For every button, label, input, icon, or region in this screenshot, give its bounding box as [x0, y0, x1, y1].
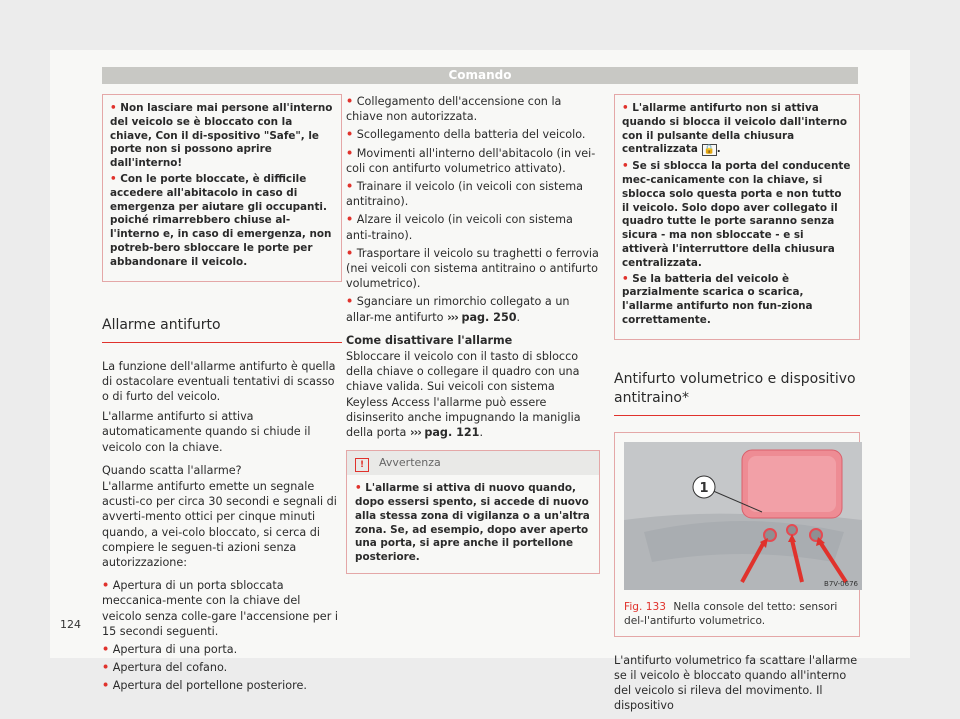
page-reference-arrow-icon: ›››	[409, 426, 421, 440]
lock-icon: 🔒	[703, 145, 715, 156]
warning-item: • Non lasciare mai persone all'interno del veicolo se è bloccato con la chiave, Con il di-spositivo "Safe", le porte non si possono aprire dall'interno!	[110, 102, 333, 170]
list-item: • Trasportare il veicolo su traghetti o ferrovia (nei veicoli con sistema antitraino o antifurto volumetrico).	[346, 246, 599, 291]
section-title-alarm: Allarme antifurto	[102, 316, 342, 343]
figure-code: B7V-0676	[824, 579, 858, 588]
subheading: Quando scatta l'allarme?	[102, 463, 242, 477]
warning-body: • L'allarme si attiva di nuovo quando, dopo essersi spento, si accede di nuovo alla stessa zona di vigilanza o a un'altra zona. Se, ad esempio, dopo aver aperto una porta, si apre anche il portellone posteriore.	[355, 482, 590, 564]
page-header: Comando	[102, 67, 858, 84]
figure-box	[614, 432, 860, 637]
subheading: Come disattivare l'allarme	[346, 333, 513, 347]
page-reference-arrow-icon: ›››	[447, 310, 458, 324]
column-2	[346, 94, 600, 574]
page-reference-link[interactable]: pag. 250	[461, 310, 517, 324]
warning-item: • Se si sblocca la porta del conducente mec-canicamente con la chiave, si sblocca solo questa porta e non tutto il veicolo. Solo dopo aver collegato il quadro tutte le porte saranno senza sicura - ma non sbloccate - e si attiverà l'interruttore della chiusura centralizzata.	[622, 160, 851, 269]
page-number: 124	[60, 618, 81, 631]
safety-warning-box	[102, 94, 342, 282]
figure-callout: 1	[699, 480, 709, 496]
warning-item: • L'allarme antifurto non si attiva quando si blocca il veicolo dall'interno con il pulsante della chiusura centralizzata 🔒 .	[622, 102, 848, 156]
paragraph: L'allarme antifurto emette un segnale acusti-co per circa 30 secondi e segnali di avverti-mento ottici per cinque minuti quando, a vei-colo bloccato, si cerca di compiere le seguen-ti azioni senza autorizzazione:	[102, 479, 337, 569]
list-item: • Apertura di un porta sbloccata meccanica-mente con la chiave del veicolo senza colle-gare l'accensione per i 15 secondi seguenti.	[102, 579, 338, 638]
warning-box	[346, 450, 600, 574]
paragraph: La funzione dell'allarme antifurto è quella di ostacolare eventuali tentativi di scasso o di furto del veicolo.	[102, 359, 336, 403]
roof-console-illustration	[624, 442, 862, 590]
safety-warning-box	[614, 94, 860, 340]
warning-icon: !	[355, 458, 369, 472]
list-item: • Apertura del cofano.	[102, 661, 228, 675]
page-reference-link[interactable]: pag. 121	[424, 426, 480, 440]
paragraph: L'allarme antifurto si attiva automaticamente quando si chiude il veicolo con la chiave.	[102, 410, 311, 454]
trigger-list	[102, 578, 342, 693]
list-item: • Scollegamento della batteria del veicolo.	[346, 128, 586, 142]
list-item: • Apertura di una porta.	[102, 643, 238, 657]
list-item: • Movimenti all'interno dell'abitacolo (in vei-coli con antifurto volumetrico attivato).	[346, 146, 596, 175]
paragraph: L'antifurto volumetrico fa scattare l'allarme se il veicolo è bloccato quando all'interno del veicolo si rileva del movimento. Il dispositivo	[614, 653, 858, 713]
list-item: • Trainare il veicolo (in veicoli con sistema antitraino).	[346, 180, 584, 209]
list-item: • Sganciare un rimorchio collegato a un allar-me antifurto ››› pag. 250.	[346, 295, 570, 324]
figure-caption: Fig. 133 Nella console del tetto: sensori del-l'antifurto volumetrico.	[624, 600, 838, 627]
column-3	[614, 94, 860, 719]
list-item: • Collegamento dell'accensione con la chiave non autorizzata.	[346, 95, 562, 124]
roof-console-image	[624, 442, 862, 590]
warning-item: • Con le porte bloccate, è difficile accedere all'abitacolo in caso di emergenza per aiutare gli occupanti. poiché rimarrebbero chiuse al-l'interno e, in caso di emergenza, non potreb-bero sbloccare le porte per abbandonare il veicolo.	[110, 172, 332, 268]
list-item: • Alzare il veicolo (in veicoli con sistema anti-traino).	[346, 213, 573, 242]
warning-item: • Se la batteria del veicolo è parzialmente scarica o scarica, l'allarme antifurto non fun-ziona correttamente.	[622, 272, 813, 326]
bullet-icon: •	[110, 102, 117, 114]
warning-header: ! Avvertenza	[347, 451, 599, 475]
trigger-list-continued	[346, 94, 600, 325]
paragraph: Sbloccare il veicolo con il tasto di sblocco della chiave o collegare il quadro con una chiave valida. Sui veicoli con sistema Keyless Access l'allarme può essere disinserito anche impugnando la maniglia della porta ››› pag. 121.	[346, 350, 581, 440]
bullet-icon: •	[110, 172, 117, 185]
column-1	[102, 94, 342, 697]
section-title-volumetric: Antifurto volumetrico e dispositivo antitraino*	[614, 370, 860, 416]
list-item: • Apertura del portellone posteriore.	[102, 679, 307, 693]
